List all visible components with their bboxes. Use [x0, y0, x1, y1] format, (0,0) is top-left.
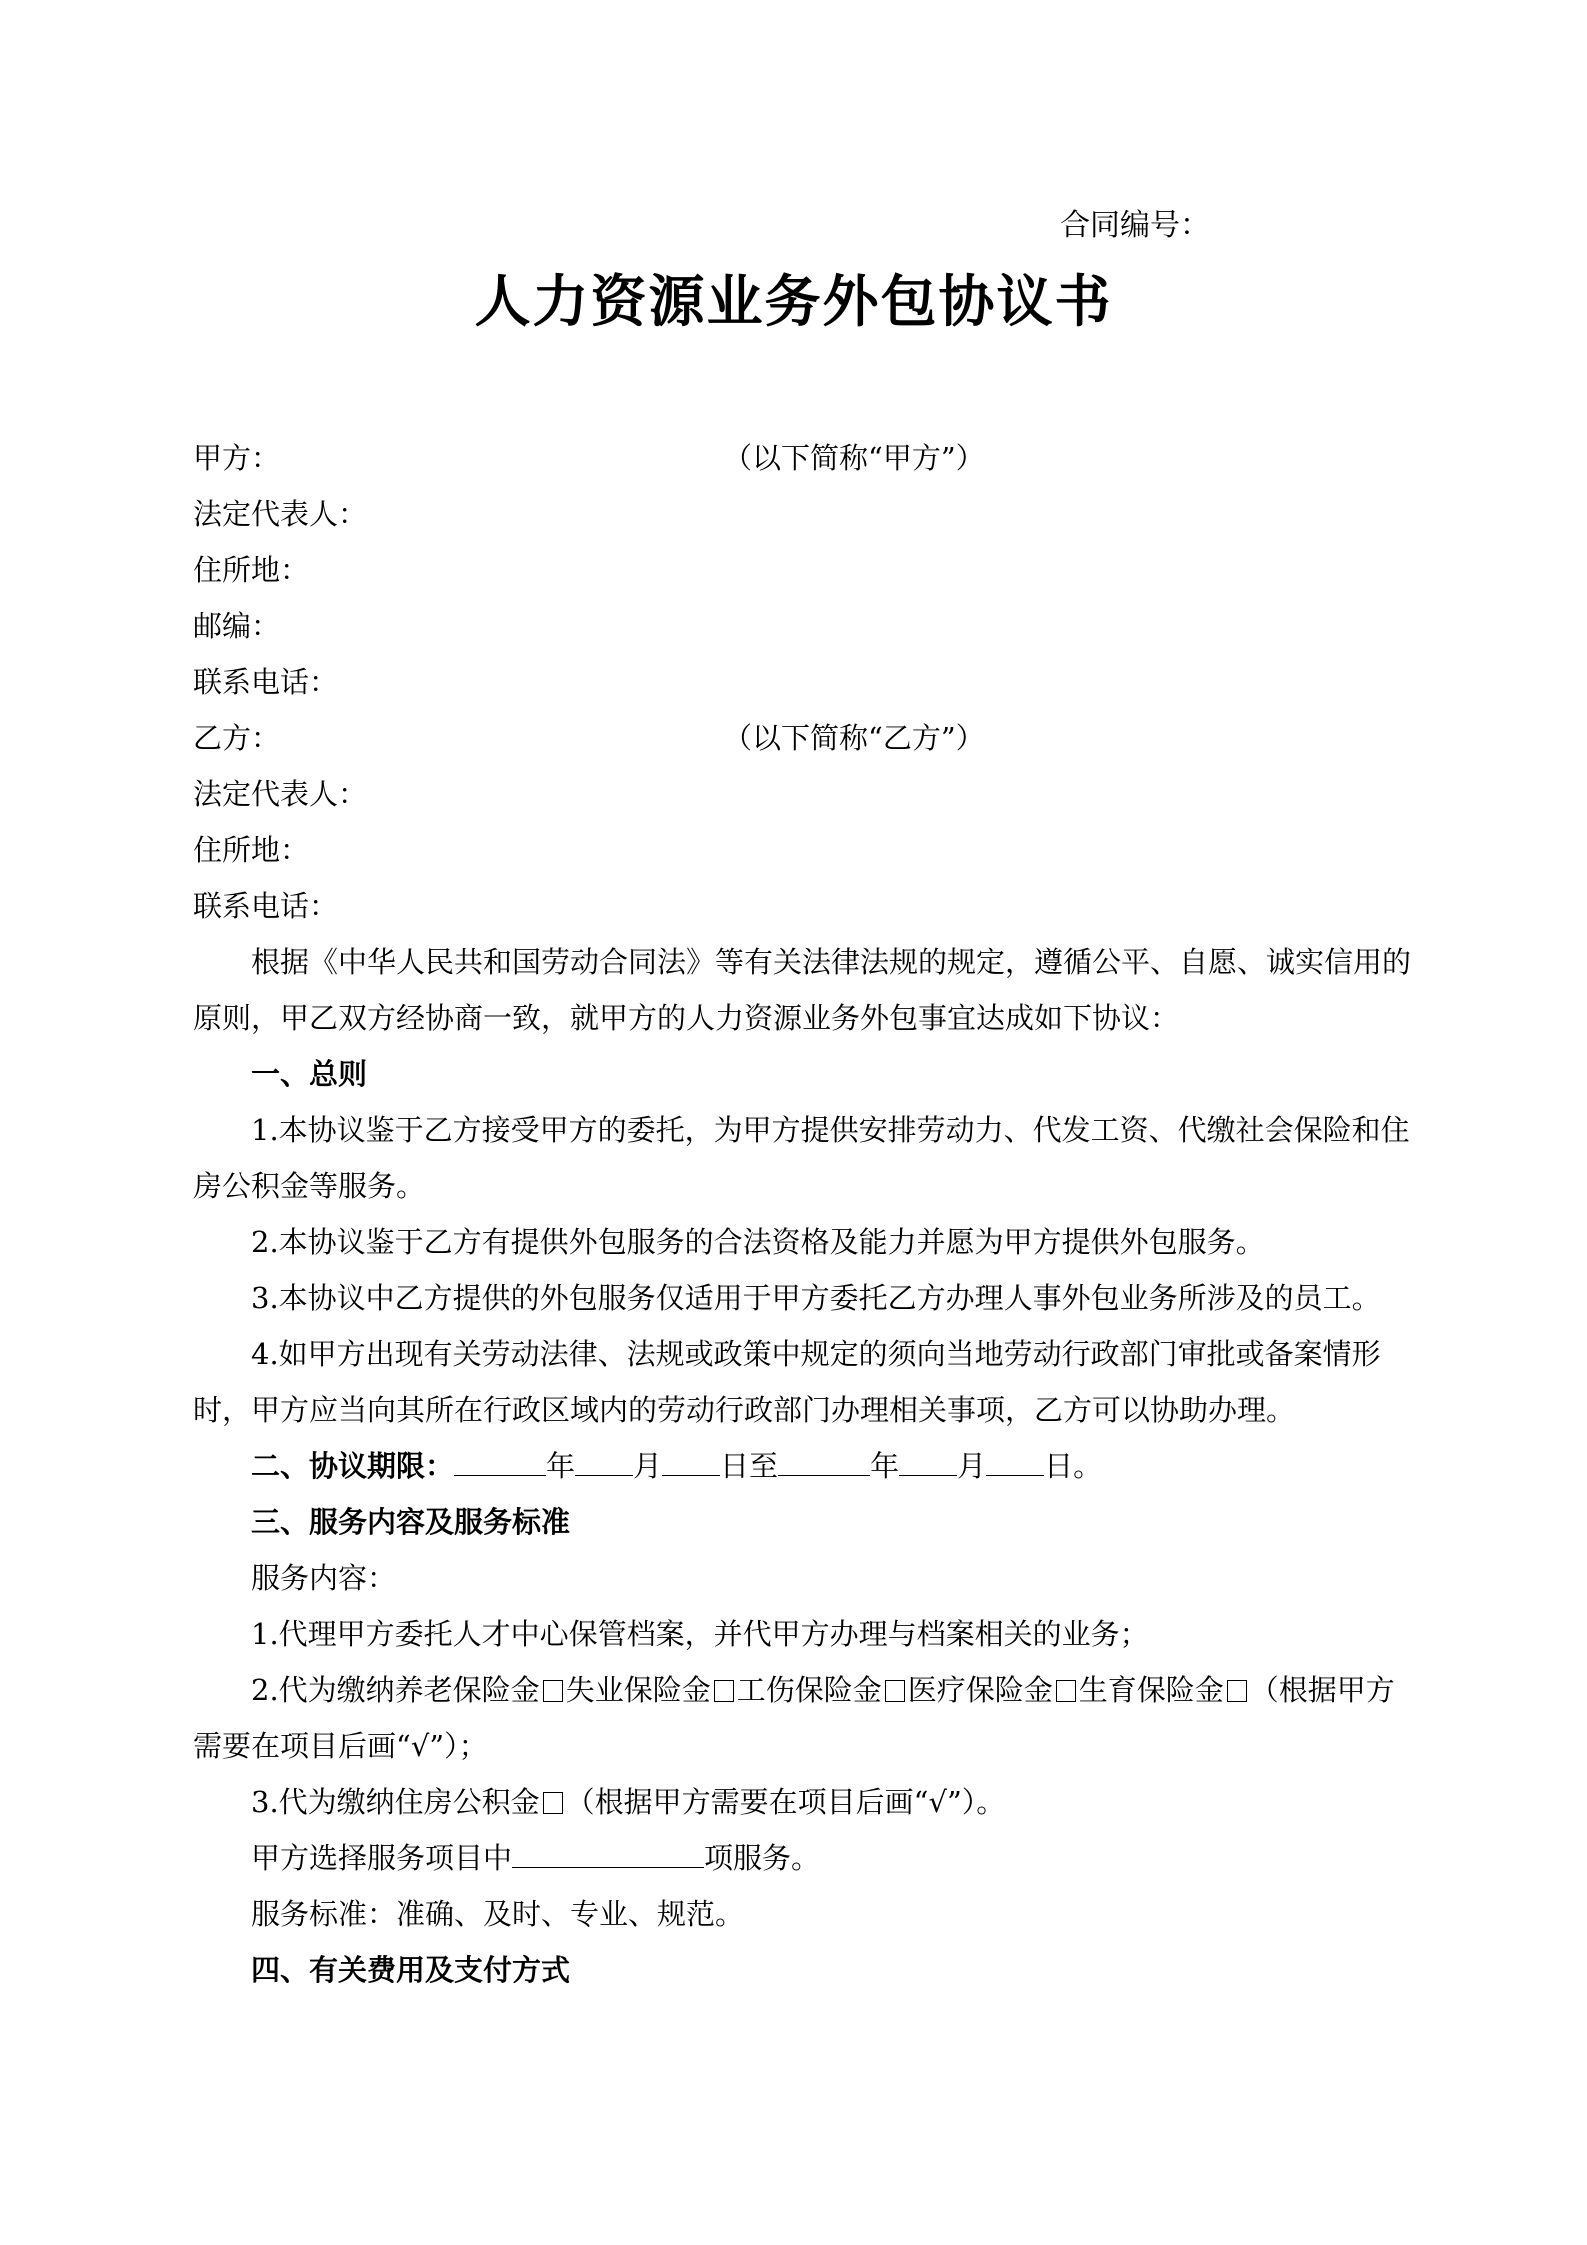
party-a-label: 甲方： — [193, 441, 281, 475]
party-a-line — [193, 430, 1413, 486]
party-a-postcode: 邮编： — [193, 609, 281, 643]
start-year-blank[interactable] — [454, 1445, 546, 1476]
day-to-label: 日至 — [720, 1449, 779, 1483]
start-month-blank[interactable] — [575, 1445, 633, 1476]
option-maternity-label: 生育保险金 — [1078, 1673, 1224, 1707]
party-a-alias: （以下简称“甲方”） — [723, 441, 985, 475]
option-unemployment-checkbox[interactable] — [714, 1680, 734, 1702]
service-item-3-prefix: 3.代为缴纳住房公积金 — [251, 1785, 540, 1819]
document-title: 人力资源业务外包协议书 — [474, 269, 1113, 335]
section1-item-1: 1.本协议鉴于乙方接受甲方的委托，为甲方提供安排劳动力、代发工资、代缴社会保险和住房公积金等服务。 — [193, 1113, 1410, 1203]
option-maternity-checkbox[interactable] — [1227, 1680, 1247, 1702]
option-medical-checkbox[interactable] — [1056, 1680, 1076, 1702]
end-day-blank[interactable] — [986, 1445, 1044, 1476]
option-pension-label: 养老保险金 — [394, 1673, 540, 1707]
section1-item-3: 3.本协议中乙方提供的外包服务仅适用于甲方委托乙方办理人事外包业务所涉及的员工。 — [251, 1281, 1381, 1315]
party-b-line — [193, 710, 1413, 766]
year-label: 年 — [546, 1449, 576, 1483]
option-unemployment-label: 失业保险金 — [565, 1673, 711, 1707]
intro-paragraph: 根据《中华人民共和国劳动合同法》等有关法律法规的规定，遵循公平、自愿、诚实信用的原则，甲乙双方经协商一致，就甲方的人力资源业务外包事宜达成如下协议： — [193, 945, 1412, 1035]
party-b-address: 住所地： — [193, 833, 310, 867]
end-month-label: 月 — [957, 1449, 987, 1483]
party-b-label: 乙方： — [193, 721, 281, 755]
service-item-2-prefix: 2.代为缴纳 — [251, 1673, 395, 1707]
section3-heading: 三、服务内容及服务标准 — [251, 1505, 571, 1539]
party-a-rep: 法定代表人： — [193, 497, 368, 531]
end-year-label: 年 — [870, 1449, 900, 1483]
option-housing-fund-checkbox[interactable] — [543, 1792, 563, 1814]
document-body — [193, 430, 1413, 1998]
service-selection-prefix: 甲方选择服务项目中 — [251, 1841, 513, 1875]
service-item-1: 1.代理甲方委托人才中心保管档案，并代甲方办理与档案相关的业务； — [251, 1617, 1149, 1651]
party-b-alias: （以下简称“乙方”） — [723, 721, 985, 755]
party-b-phone: 联系电话： — [193, 889, 339, 923]
option-injury-checkbox[interactable] — [885, 1680, 905, 1702]
end-year-blank[interactable] — [778, 1445, 870, 1476]
end-month-blank[interactable] — [899, 1445, 957, 1476]
service-content-label: 服务内容： — [251, 1561, 397, 1595]
party-a-phone: 联系电话： — [193, 665, 339, 699]
section2-term-line — [193, 1438, 1413, 1494]
service-selection-line — [193, 1830, 1413, 1886]
end-day-label: 日。 — [1044, 1449, 1103, 1483]
service-item-2-note: （根据甲方需要在项目后画“√”）； — [193, 1673, 1395, 1763]
option-injury-label: 工伤保险金 — [736, 1673, 882, 1707]
service-standard: 服务标准：准确、及时、专业、规范。 — [251, 1897, 745, 1931]
service-count-blank[interactable] — [512, 1837, 704, 1868]
option-pension-checkbox[interactable] — [543, 1680, 563, 1702]
section2-heading: 二、协议期限： — [251, 1449, 455, 1483]
section1-item-2: 2.本协议鉴于乙方有提供外包服务的合法资格及能力并愿为甲方提供外包服务。 — [251, 1225, 1265, 1259]
month-label: 月 — [633, 1449, 663, 1483]
service-item-2 — [193, 1662, 1413, 1774]
party-b-rep: 法定代表人： — [193, 777, 368, 811]
section4-heading: 四、有关费用及支付方式 — [251, 1953, 571, 1987]
start-day-blank[interactable] — [662, 1445, 720, 1476]
service-item-3 — [193, 1774, 1413, 1830]
option-medical-label: 医疗保险金 — [907, 1673, 1053, 1707]
section1-heading: 一、总则 — [251, 1057, 368, 1091]
section1-item-4: 4.如甲方出现有关劳动法律、法规或政策中规定的须向当地劳动行政部门审批或备案情形时，甲方应当向其所在行政区域内的劳动行政部门办理相关事项，乙方可以协助办理。 — [193, 1337, 1381, 1427]
contract-number-label: 合同编号： — [1060, 208, 1210, 243]
service-item-3-note: （根据甲方需要在项目后画“√”）。 — [565, 1785, 1006, 1819]
service-selection-suffix: 项服务。 — [704, 1841, 821, 1875]
party-a-address: 住所地： — [193, 553, 310, 587]
